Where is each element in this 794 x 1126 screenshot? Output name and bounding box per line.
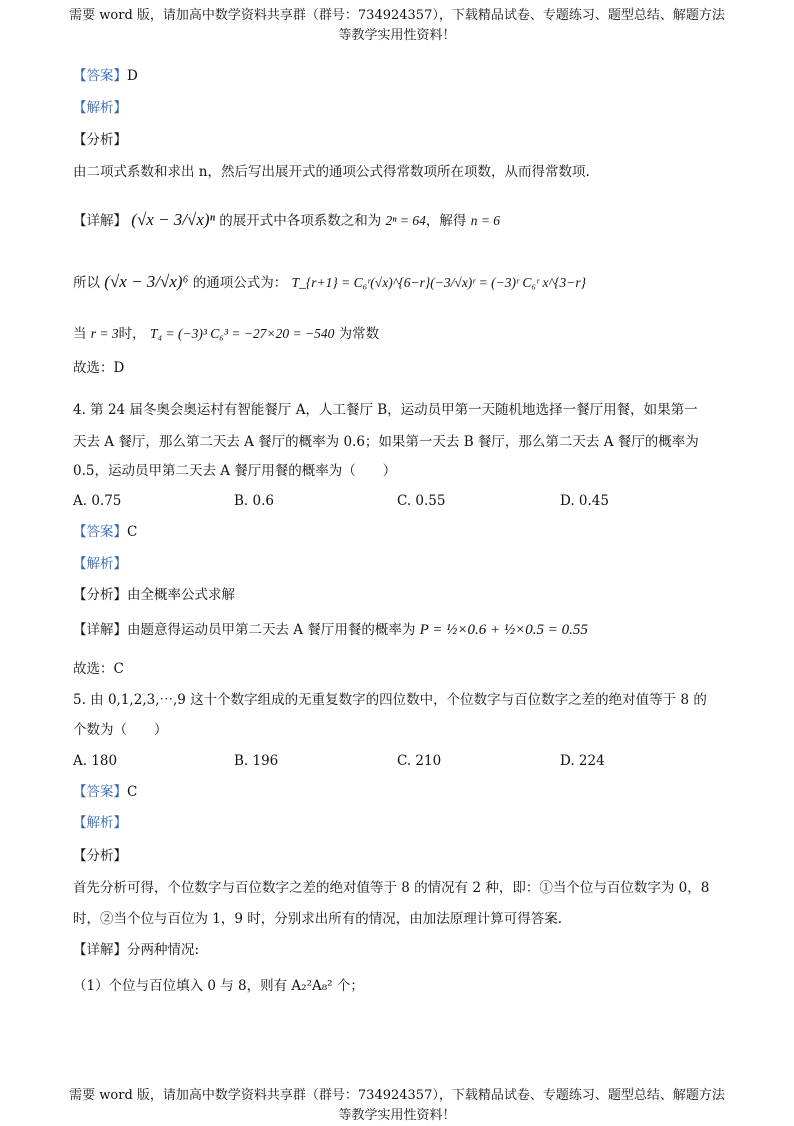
general-formula: T_{r+1} = C₆ʳ(√x)^{6−r}(−3/√x)ʳ = (−3)ʳ C₆ʳ x^{3−r} (291, 275, 587, 290)
q5-fenxi-line-2: 时，②当个位与百位为 1，9 时，分别求出所有的情况，由加法原理计算可得答案. (73, 911, 563, 927)
q4-stem-line-3: 0.5，运动员甲第二天去 A 餐厅用餐的概率为（ ） (73, 463, 397, 479)
q3-fenxi-label: 【分析】 (73, 132, 127, 148)
general-text: 的通项公式为： (192, 275, 288, 291)
fenxi-label: 【分析】 (73, 587, 127, 603)
q5-case-1: （1）个位与百位填入 0 与 8，则有 A₂²A₈² 个； (73, 978, 364, 994)
footer-line-1: 需要 word 版，请加高中数学资料共享群（群号：734924357），下载精品试卷、专题练习、题型总结、解题方法 (69, 1088, 725, 1103)
q3-detail (73, 210, 500, 231)
when-sep: 时， (118, 326, 146, 342)
q5-stem-line-1: 5. 由 0,1,2,3,⋯,9 这十个数字组成的无重复数字的四位数中，个位数字与百位数字之差的绝对值等于 8 的 (73, 692, 707, 708)
footer-line-2: 等教学实用性资料！ (338, 1108, 456, 1123)
q4-option-d: D. 0.45 (560, 493, 609, 509)
header-line-1: 需要 word 版，请加高中数学资料共享群（群号：734924357），下载精品试卷、专题练习、题型总结、解题方法 (69, 8, 725, 23)
q4-fenxi (73, 585, 235, 605)
answer-label: 【答案】 (73, 68, 127, 84)
general-prefix: 所以 (73, 275, 100, 291)
detail-text: 由题意得运动员甲第二天去 A 餐厅用餐的概率为 (127, 622, 416, 638)
n-value: n = 6 (470, 213, 501, 228)
q5-fenxi-label: 【分析】 (73, 848, 127, 864)
q4-stem-line-1: 4. 第 24 届冬奥会奥运村有智能餐厅 A，人工餐厅 B，运动员甲第一天随机地选择一餐厅用餐，如果第一 (73, 402, 698, 418)
answer-label: 【答案】 (73, 784, 127, 800)
q3-r3-case (73, 324, 379, 344)
q3-analysis-label: 【解析】 (73, 100, 127, 116)
t4-formula: T₄ = (−3)³ C₆³ = −27×20 = −540 (149, 326, 335, 341)
q5-option-b: B. 196 (234, 753, 279, 769)
q4-stem-line-2: 天去 A 餐厅，那么第二天去 A 餐厅的概率为 0.6；如果第一天去 B 餐厅，那么第二天去 A 餐厅的概率为 (73, 434, 699, 450)
answer-label: 【答案】 (73, 524, 127, 540)
q4-option-b: B. 0.6 (234, 493, 274, 509)
sum-equation: 2ⁿ = 64 (385, 213, 426, 228)
q4-option-a: A. 0.75 (73, 493, 122, 509)
detail-label: 【详解】 (73, 213, 127, 229)
q5-analysis-label: 【解析】 (73, 815, 127, 831)
q4-answer (73, 522, 137, 542)
q5-answer (73, 782, 137, 802)
q5-fenxi-line-1: 首先分析可得，个位数字与百位数字之差的绝对值等于 8 的情况有 2 种，即：①当个位与百位数字为 0，8 (73, 880, 710, 896)
q4-option-c: C. 0.55 (397, 493, 446, 509)
q5-option-c: C. 210 (397, 753, 442, 769)
q3-fenxi-text: 由二项式系数和求出 n，然后写出展开式的通项公式得常数项所在项数，从而得常数项. (73, 164, 590, 180)
r-value: r = 3 (90, 326, 119, 341)
q4-analysis-label: 【解析】 (73, 556, 127, 572)
general-expression: (√x − 3/√x)⁶ (104, 272, 189, 291)
q4-detail (73, 620, 588, 640)
header-line-2: 等教学实用性资料！ (338, 28, 456, 43)
q4-choice: 故选：C (73, 661, 124, 677)
detail-text: 分两种情况: (127, 942, 200, 958)
detail-text: 的展开式中各项系数之和为 (219, 213, 382, 229)
q5-option-d: D. 224 (560, 753, 605, 769)
binomial-expression: (√x − 3/√x)ⁿ (131, 210, 215, 229)
when-text: 当 (73, 326, 87, 342)
fenxi-text: 由全概率公式求解 (127, 587, 235, 603)
page-header (0, 6, 794, 46)
detail-label: 【详解】 (73, 942, 127, 958)
answer-value: C (127, 784, 138, 800)
detail-label: 【详解】 (73, 622, 127, 638)
page-footer (0, 1086, 794, 1126)
answer-value: D (127, 68, 138, 84)
q3-general-term (73, 272, 586, 293)
answer-value: C (127, 524, 138, 540)
q5-option-a: A. 180 (73, 753, 118, 769)
probability-formula: P = ½×0.6 + ½×0.5 = 0.55 (419, 622, 588, 638)
q3-choice: 故选：D (73, 360, 125, 376)
q5-detail (73, 940, 199, 960)
when-suffix: 为常数 (338, 326, 380, 342)
q3-answer (73, 66, 138, 86)
detail-solve: ，解得 (425, 213, 467, 229)
q5-stem-line-2: 个数为（ ） (73, 722, 168, 738)
